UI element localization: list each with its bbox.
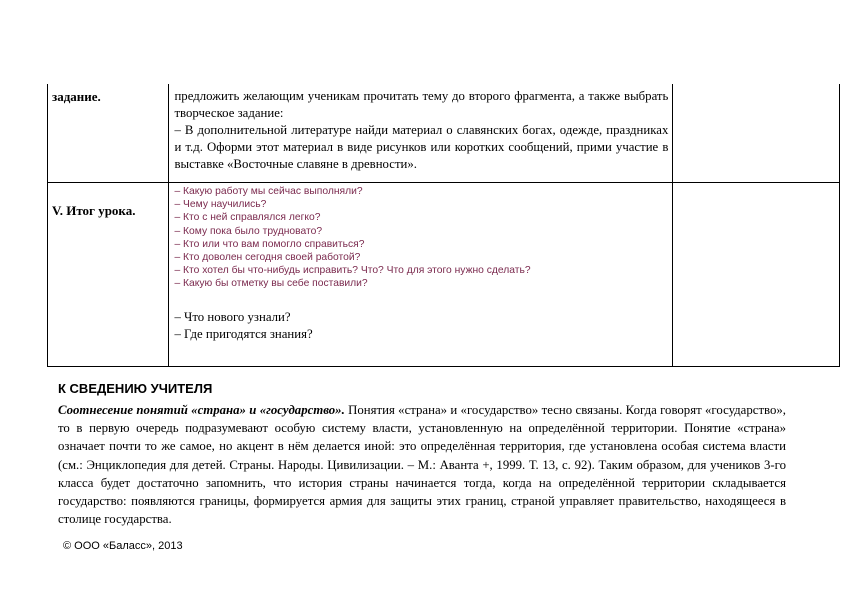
question-item: – Кто доволен сегодня своей работой? [174,252,361,264]
lesson-table [47,84,840,367]
copyright-footer: © ООО «Баласс», 2013 [63,540,183,552]
question-item: – Чему научились? [174,199,267,211]
question-item: – Какую бы отметку вы себе поставили? [174,278,368,290]
content-cell [169,183,673,367]
question-item: – Кто или что вам помогло справиться? [174,238,365,250]
question-item: – Кому пока было трудновато? [174,225,323,237]
stage-label: задание. [52,89,101,104]
stage-label: V. Итог урока. [52,203,136,218]
stage-cell [48,84,169,183]
teacher-note-body [58,401,786,528]
content-cell [169,84,673,183]
content-paragraph: – В дополнительной литературе найди материал о славянских богах, одежде, праздниках и т.д. Оформи этот материал в виде рисунков или коротких сообщений, прими участие в выставке «Восточные славяне в древности». [174,123,669,171]
stage-cell [48,183,169,367]
notes-cell [673,183,840,367]
question-item: – Какую работу мы сейчас выполняли? [174,186,363,197]
question-item: – Кто хотел бы что-нибудь исправить? Что? Что для этого нужно сделать? [174,265,531,277]
teacher-note-text: Понятия «страна» и «государство» тесно связаны. Когда говорят «государство», то в первую очередь подразумевают особую систему власти, установленную на определённой территории. Понятие «страна» означает почти то же самое, но акцент в нём делается иной: это определённая территория, где установлена особая система власти (см.: Энциклопедия для детей. Страны. Народы. Цивилизации. – М.: Аванта +, 1999. Т. 13, с. 92). Таким образом, для учеников 3-го класса будет достаточно запомнить, что история страны начинается тогда, когда на определённой территории складывается государство: появляются границы, формируется армия для защиты этих границ, страной управляет правительство, находящееся в столице государства. [58,403,786,527]
teacher-note [58,380,786,528]
table-row [48,183,840,367]
teacher-note-heading: К СВЕДЕНИЮ УЧИТЕЛЯ [58,381,213,396]
content-paragraph: предложить желающим ученикам прочитать тему до второго фрагмента, а также выбрать творческое задание: [174,89,669,120]
teacher-note-term: Соотнесение понятий «страна» и «государство». [58,403,345,417]
final-question: – Где пригодятся знания? [174,326,313,341]
final-question: – Что нового узнали? [174,309,291,324]
question-item: – Кто с ней справлялся легко? [174,212,321,224]
notes-cell [673,84,840,183]
table-row [48,84,840,183]
